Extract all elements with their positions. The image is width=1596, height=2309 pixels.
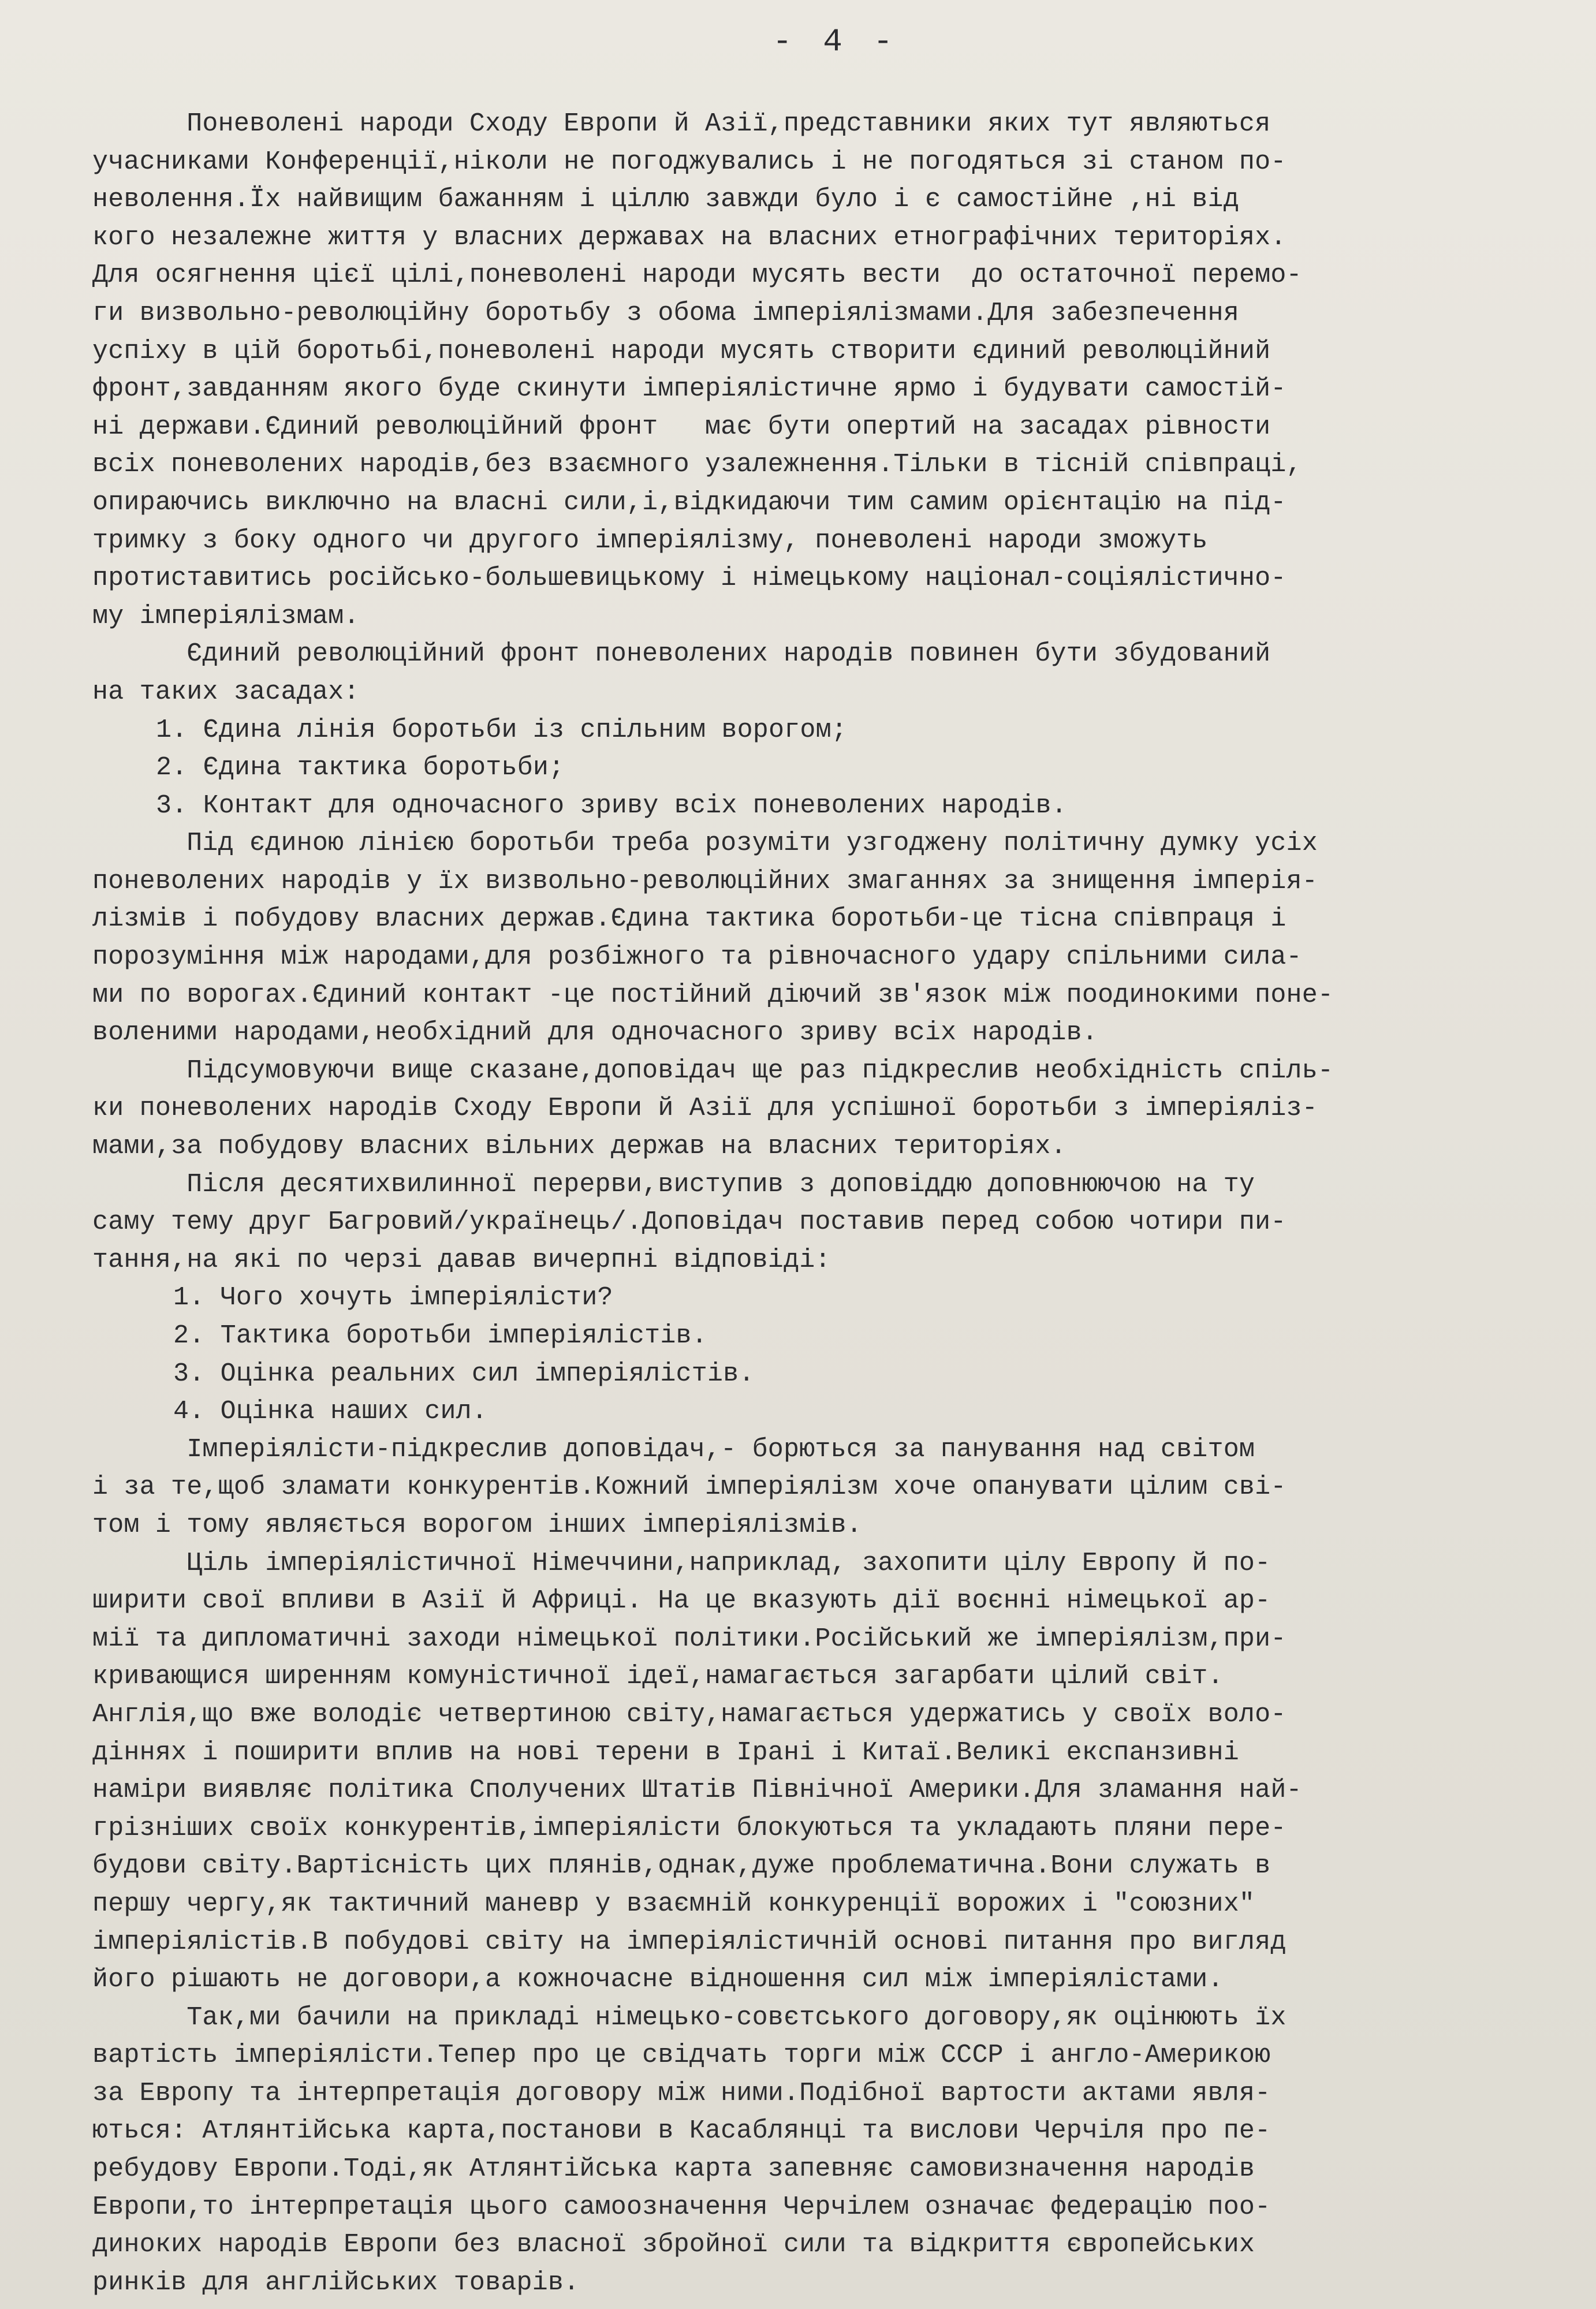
text-line: учасниками Конференції,ніколи не погоджувались і не погодяться зі станом по- <box>92 147 1287 177</box>
list-item <box>92 787 1579 825</box>
list-item <box>92 1393 1579 1431</box>
text-line: фронт,завданням якого буде скинути імперіялістичне ярмо і будувати самостій- <box>92 374 1287 404</box>
text-line: тання,на які по черзі давав вичерпні відповіді: <box>92 1245 831 1275</box>
list-item <box>92 749 1579 787</box>
paragraph <box>92 105 1579 635</box>
text-line: лізмів і побудову власних держав.Єдина тактика боротьби-це тісна співпраця і <box>92 904 1287 934</box>
text-line: ні держави.Єдиний революційний фронт має бути опертий на засадах рівности <box>92 412 1271 442</box>
text-line: 1. Чого хочуть імперіялісти? <box>173 1283 613 1313</box>
text-line: том і тому являється ворогом інших імперіялізмів. <box>92 1510 863 1540</box>
text-line: 2. Єдина тактика боротьби; <box>156 753 565 783</box>
text-line: ширити свої впливи в Азії й Африці. На це вказують дії воєнні німецької ар- <box>92 1586 1271 1616</box>
text-line: Для осягнення цієї цілі,поневолені народи мусять вести до остаточної перемо- <box>92 260 1302 290</box>
text-line: вартість імперіялісти.Тепер про це свідчать торги між СССР і англо-Америкою <box>92 2041 1271 2071</box>
text-line: опираючись виключно на власні сили,і,відкидаючи тим самим орієнтацію на під- <box>92 487 1287 517</box>
list-item <box>92 1355 1579 1393</box>
text-line: Під єдиною лінією боротьби треба розуміти узгоджену політичну думку усіх <box>92 829 1318 859</box>
text-line: за Европу та інтерпретація договору між ними.Подібної вартости актами явля- <box>92 2078 1271 2108</box>
text-line: Після десятихвилинної перерви,виступив з доповіддю доповнюючою на ту <box>92 1169 1255 1199</box>
text-line: ги визвольно-революційну боротьбу з обома імперіялізмами.Для забезпечення <box>92 298 1239 328</box>
document-body <box>92 105 1579 2301</box>
text-line: тримку з боку одного чи другого імперіялізму, поневолені народи зможуть <box>92 525 1208 555</box>
text-line: саму тему друг Багровий/українець/.Доповідач поставив перед собою чотири пи- <box>92 1207 1287 1237</box>
text-line: успіху в цій боротьбі,поневолені народи мусять створити єдиний революційний <box>92 336 1271 366</box>
text-line: і за те,щоб зламати конкурентів.Кожний імперіялізм хоче опанувати цілим сві- <box>92 1472 1287 1502</box>
text-line: ки поневолених народів Сходу Европи й Азії для успішної боротьби з імперіяліз- <box>92 1094 1318 1124</box>
text-line: Імперіялісти-підкреслив доповідач,- борються за панування над світом <box>92 1434 1255 1464</box>
text-line: 2. Тактика боротьби імперіялістів. <box>173 1321 707 1351</box>
text-line: Англія,що вже володіє четвертиною світу,намагається удержатись у своїх воло- <box>92 1699 1287 1729</box>
paragraph <box>92 1999 1579 2302</box>
text-line: Єдиний революційний фронт поневолених народів повинен бути збудований <box>92 639 1271 669</box>
text-line: 4. Оцінка наших сил. <box>173 1397 488 1427</box>
text-line: на таких засадах: <box>92 677 360 707</box>
paragraph <box>92 1052 1579 1166</box>
list-item <box>92 1279 1579 1317</box>
paragraph <box>92 1545 1579 1999</box>
text-line: поневолених народів у їх визвольно-революційних змаганнях за знищення імперія- <box>92 866 1318 896</box>
text-line: імперіялістів.В побудові світу на імперіялістичній основі питання про вигляд <box>92 1927 1287 1957</box>
text-line: порозуміння між народами,для розбіжного та рівночасного удару спільними сила- <box>92 942 1302 972</box>
text-line: 3. Оцінка реальних сил імперіялістів. <box>173 1359 755 1389</box>
text-line: ребудову Европи.Тоді,як Атлянтійська карта запевняє самовизначення народів <box>92 2154 1255 2184</box>
list-item <box>92 711 1579 749</box>
paragraph <box>92 635 1579 711</box>
paragraph <box>92 1431 1579 1545</box>
text-line: мами,за побудову власних вільних держав на власних територіях. <box>92 1132 1067 1162</box>
text-line: ються: Атлянтійська карта,постанови в Касаблянці та вислови Черчіля про пе- <box>92 2116 1271 2146</box>
text-line: кого незалежне життя у власних державах на власних етнографічних територіях. <box>92 222 1287 252</box>
text-line: протиставитись російсько-большевицькому і німецькому націонал-соціялістично- <box>92 564 1287 594</box>
text-line: будови світу.Вартісність цих плянів,однак,дуже проблематична.Вони служать в <box>92 1851 1271 1881</box>
text-line: диноких народів Европи без власної збройної сили та відкриття європейських <box>92 2230 1255 2260</box>
paragraph <box>92 825 1579 1052</box>
text-line: кривающися шиpенням комуністичної ідеї,намагається загарбати цілий світ. <box>92 1662 1224 1692</box>
text-line: Поневолені народи Сходу Европи й Азії,представники яких тут являються <box>92 109 1271 139</box>
text-line: воленими народами,необхідний для одночасного зриву всіх народів. <box>92 1018 1098 1048</box>
text-line: 3. Контакт для одночасного зриву всіх поневолених народів. <box>156 790 1067 820</box>
text-line: Підсумовуючи вище сказане,доповідач ще раз підкреслив необхідність спіль- <box>92 1055 1334 1086</box>
text-line: мії та дипломатичні заходи німецької політики.Російський же імперіялізм,при- <box>92 1624 1287 1654</box>
text-line: му імперіялізмам. <box>92 601 360 631</box>
text-line: ринків для англійських товарів. <box>92 2267 580 2297</box>
text-line: Так,ми бачили на прикладі німецько-совєтського договору,як оцінюють їх <box>92 2002 1287 2032</box>
list-item <box>92 1317 1579 1355</box>
text-line: діннях і поширити вплив на нові терени в Ірані і Китаї.Великі експанзивні <box>92 1737 1239 1767</box>
paragraph <box>92 1166 1579 1280</box>
page-number: - 4 - <box>772 23 899 60</box>
text-line: неволення.Їх найвищим бажанням і ціллю завжди було і є самостійне ,ні від <box>92 185 1239 215</box>
text-line: його рішають не договори,а кожночасне відношення сил між імперіялістами. <box>92 1965 1224 1995</box>
text-line: всіх поневолених народів,без взаємного узалежнення.Тільки в тісній співпраці, <box>92 450 1302 480</box>
text-line: першу чергу,як тактичний маневр у взаємній конкуренції ворожих і "союзних" <box>92 1889 1255 1919</box>
text-line: ми по ворогах.Єдиний контакт -це постійний діючий зв'язок між поодинокими поне- <box>92 980 1334 1010</box>
text-line: Ціль імперіялістичної Німеччини,наприклад, захопити цілу Европу й по- <box>92 1548 1271 1578</box>
text-line: 1. Єдина лінія боротьби із спільним ворогом; <box>156 715 847 745</box>
text-line: Европи,то інтерпретація цього самоозначення Черчілем означає федерацію поо- <box>92 2192 1271 2222</box>
text-line: наміри виявляє політика Сполучених Штатів Північної Америки.Для зламання най- <box>92 1775 1302 1806</box>
text-line: грізніших своїх конкурентів,імперіялісти блокуються та укладають пляни пере- <box>92 1813 1287 1843</box>
